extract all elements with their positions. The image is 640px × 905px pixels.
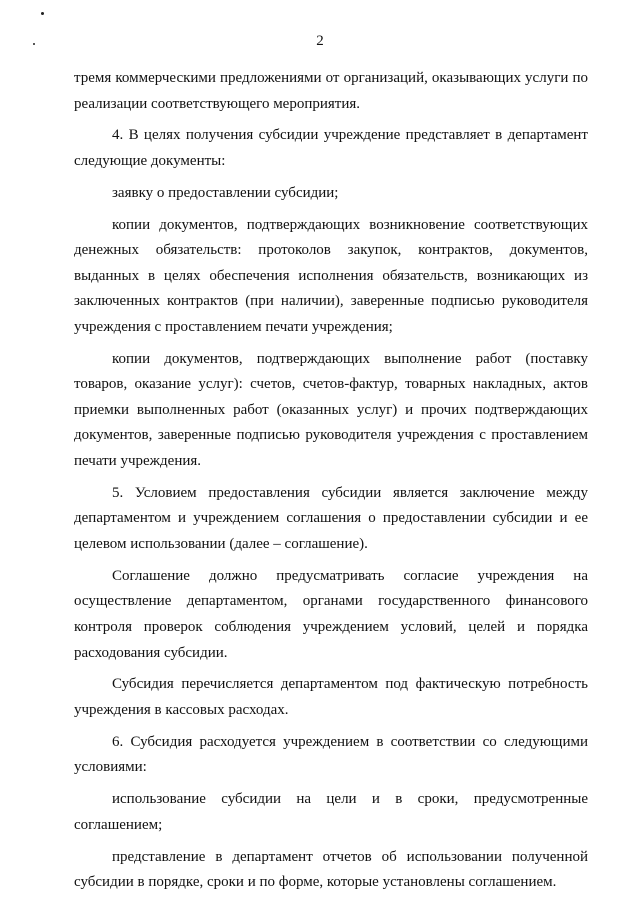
paragraph-item-6: 6. Субсидия расходуется учреждением в соответствии со следующими условиями:: [74, 733, 588, 776]
paragraph-item-5: 5. Условием предоставления субсидии является заключение между департаментом и учреждением соглашения о предоставлении субсидии и ее целевом использовании (далее – соглашение).: [74, 484, 588, 553]
document-body: [74, 66, 588, 896]
page-number: 2: [316, 33, 324, 49]
paragraph-transfer: Субсидия перечисляется департаментом под фактическую потребность учреждения в кассовых расходах.: [74, 676, 588, 718]
paragraph-condition-reports: представление в департамент отчетов об использовании полученной субсидии в порядке, сроки и по форме, которые установлены соглашением.: [74, 848, 588, 891]
paragraph-agreement-consent: Соглашение должно предусматривать согласие учреждения на осуществление департаментом, органами государственного финансового контроля проверок соблюдения учреждением условий, целей и порядка расходования субсидии.: [74, 567, 588, 661]
paragraph-condition-usage: использование субсидии на цели и в сроки, предусмотренные соглашением;: [74, 791, 588, 833]
scan-speck: [41, 12, 44, 15]
paragraph-application: заявку о предоставлении субсидии;: [112, 184, 339, 201]
paragraph-continuation: тремя коммерческими предложениями от организаций, оказывающих услуги по реализации соответствующего мероприятия.: [74, 70, 588, 112]
paragraph-obligation-docs: копии документов, подтверждающих возникновение соответствующих денежных обязательств: протоколов закупок, контрактов, документов, выданных в целях обеспечения исполнения обязательств, возникающих из заключенных контрактов (при наличии), заверенные подписью руководителя учреждения с проставлением печати учреждения;: [74, 216, 588, 335]
paragraph-work-docs: копии документов, подтверждающих выполнение работ (поставку товаров, оказание услуг): счетов, счетов-фактур, товарных накладных, актов приемки выполненных работ (оказанных услуг) и прочих подтверждающих документов, заверенные подписью руководителя учреждения с проставлением печати учреждения.: [74, 350, 588, 470]
paragraph-item-4: 4. В целях получения субсидии учреждение представляет в департамент следующие документы:: [74, 127, 588, 169]
